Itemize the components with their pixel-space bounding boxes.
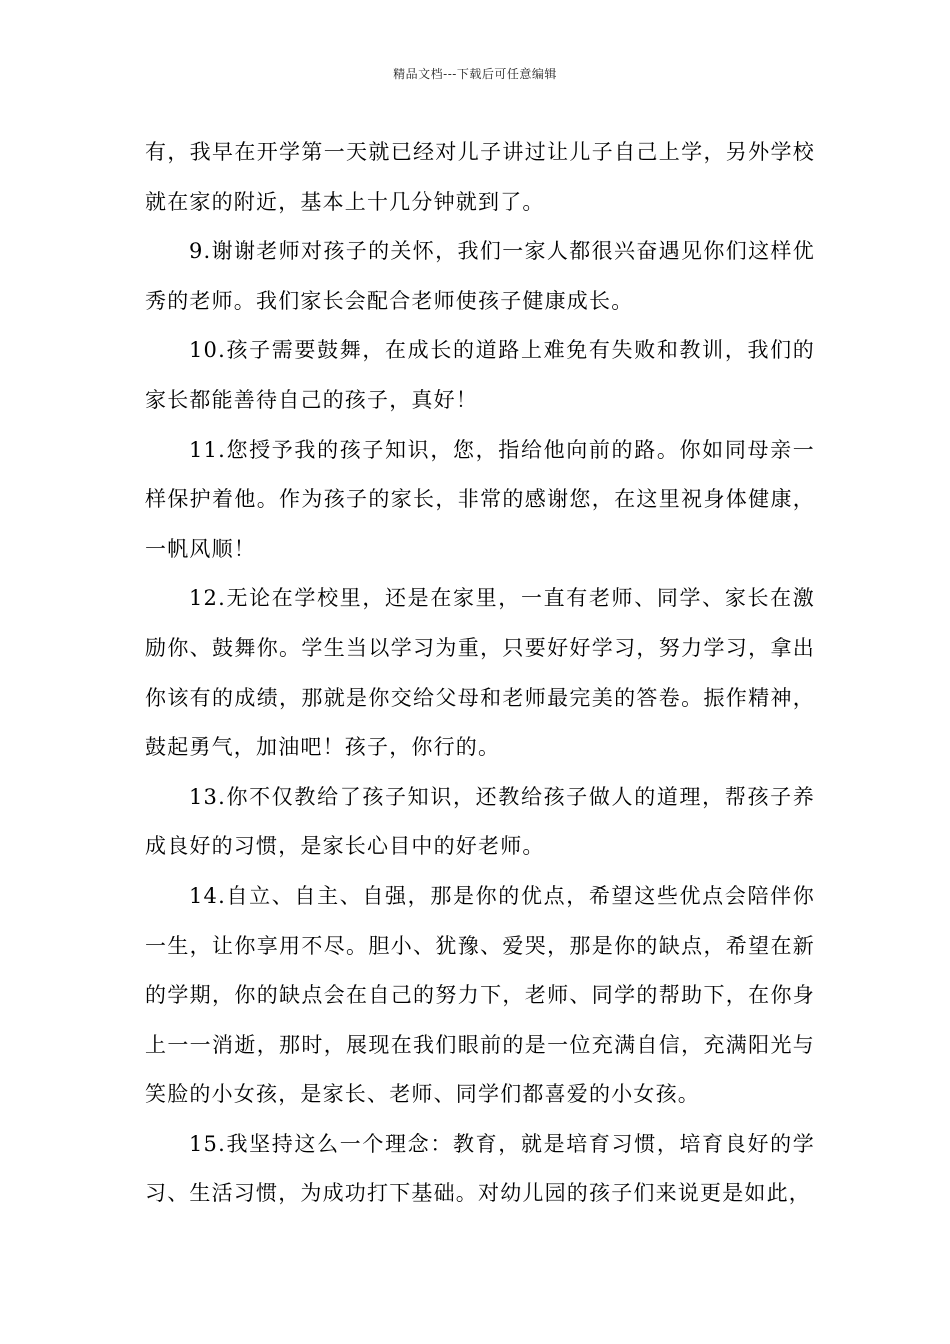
page-header: 精品文档---下载后可任意编辑	[393, 67, 557, 81]
paragraph-item-10: 10.孩子需要鼓舞，在成长的道路上难免有失败和教训，我们的家长都能善待自己的孩子，真好！	[145, 338, 815, 412]
paragraph-item-12: 12.无论在学校里，还是在家里，一直有老师、同学、家长在激励你、鼓舞你。学生当以学习为重，只要好好学习，努力学习，拿出你该有的成绩，那就是你交给父母和老师最完美的答卷。振作精神，鼓起勇气，加油吧！孩子，你行的。	[145, 586, 815, 760]
paragraph-continuation: 有，我早在开学第一天就已经对儿子讲过让儿子自己上学，另外学校就在家的附近，基本上十几分钟就到了。	[145, 140, 815, 214]
paragraph-item-14: 14.自立、自主、自强，那是你的优点，希望这些优点会陪伴你一生，让你享用不尽。胆小、犹豫、爱哭，那是你的缺点，希望在新的学期，你的缺点会在自己的努力下，老师、同学的帮助下，在你身上一一消逝，那时，展现在我们眼前的是一位充满自信，充满阳光与笑脸的小女孩，是家长、老师、同学们都喜爱的小女孩。	[145, 883, 815, 1107]
paragraph-item-11: 11.您授予我的孩子知识，您，指给他向前的路。你如同母亲一样保护着他。作为孩子的家长，非常的感谢您，在这里祝身体健康，一帆风顺！	[145, 437, 815, 561]
paragraph-item-9: 9.谢谢老师对孩子的关怀，我们一家人都很兴奋遇见你们这样优秀的老师。我们家长会配合老师使孩子健康成长。	[145, 239, 815, 313]
paragraph-item-13: 13.你不仅教给了孩子知识，还教给孩子做人的道理，帮孩子养成良好的习惯，是家长心目中的好老师。	[145, 784, 815, 859]
body-text	[145, 128, 815, 1219]
paragraph-item-15: 15.我坚持这么一个理念：教育，就是培育习惯，培育良好的学习、生活习惯，为成功打下基础。对幼儿园的孩子们来说更是如此，	[145, 1131, 815, 1206]
